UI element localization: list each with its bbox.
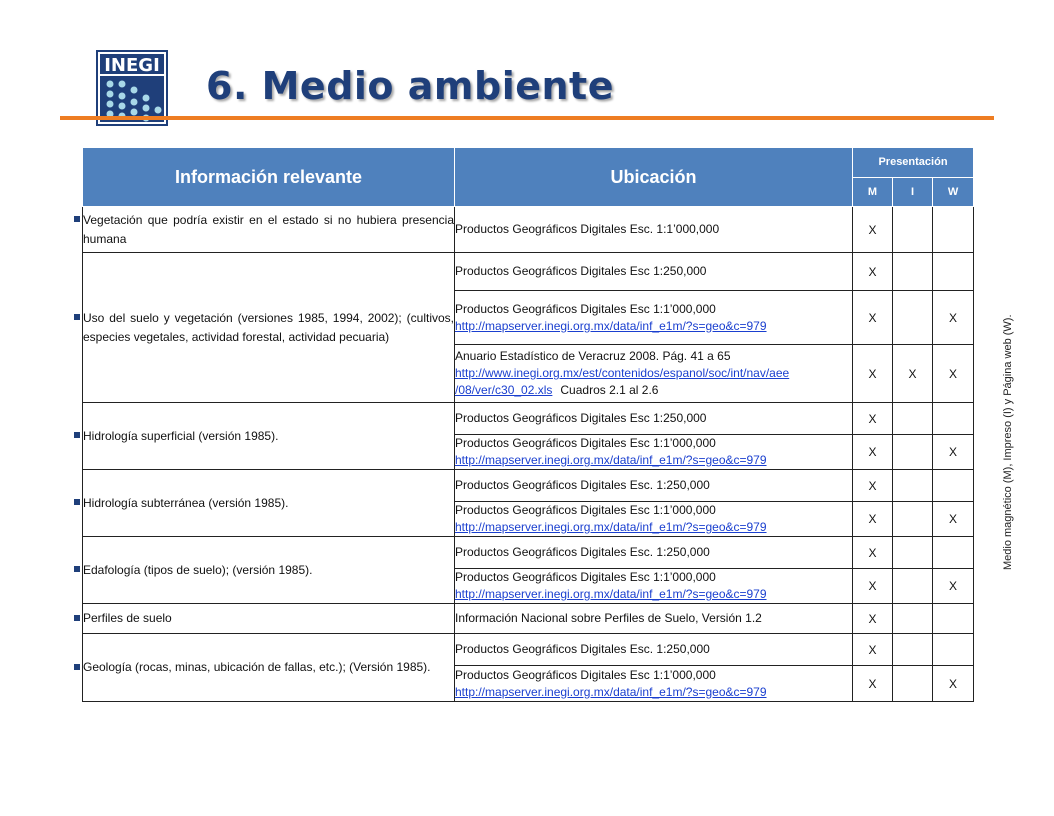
topic-cell: [83, 253, 455, 403]
location-cell: [455, 345, 853, 403]
mark-m: X: [853, 604, 893, 634]
location-text: Productos Geográficos Digitales Esc 1:1’000,000: [455, 503, 716, 517]
mark-w: [933, 537, 974, 569]
location-text: Productos Geográficos Digitales Esc 1:250,000: [455, 411, 707, 425]
location-cell: [455, 666, 853, 702]
location-cell: [455, 502, 853, 537]
location-text: Anuario Estadístico de Veracruz 2008. Pág. 41 a 65: [455, 349, 731, 363]
location-link-line: [455, 382, 852, 399]
header-presentacion: Presentación: [853, 148, 974, 178]
mark-m: X: [853, 537, 893, 569]
location-text: Información Nacional sobre Perfiles de Suelo, Versión 1.2: [455, 611, 762, 625]
location-link[interactable]: http://mapserver.inegi.org.mx/data/inf_e1m/?s=geo&c=979: [455, 587, 767, 601]
location-link[interactable]: http://mapserver.inegi.org.mx/data/inf_e1m/?s=geo&c=979: [455, 684, 767, 699]
mark-m: X: [853, 666, 893, 702]
topic-cell: [83, 634, 455, 702]
bullet-icon: [74, 566, 80, 572]
table-row: [83, 604, 974, 634]
location-cell: [455, 537, 853, 569]
topic-text: Uso del suelo y vegetación (versiones 1985, 1994, 2002); (cultivos, especies vegetales, actividad forestal, actividad pecuaria): [83, 310, 454, 344]
mark-m: X: [853, 470, 893, 502]
location-text: Productos Geográficos Digitales Esc 1:250,000: [455, 264, 707, 278]
mark-m: X: [853, 569, 893, 604]
location-text: Productos Geográficos Digitales Esc 1:1’000,000: [455, 436, 716, 450]
location-cell: [455, 634, 853, 666]
location-cell: [455, 291, 853, 345]
bullet-icon: [74, 499, 80, 505]
mark-i: [893, 634, 933, 666]
mark-w: [933, 634, 974, 666]
mark-i: [893, 666, 933, 702]
topic-cell: [83, 537, 455, 604]
table-row: [83, 537, 974, 569]
header-ubicacion: Ubicación: [455, 148, 853, 207]
mark-i: [893, 604, 933, 634]
mark-w: [933, 253, 974, 291]
mark-w: [933, 604, 974, 634]
side-note: Medio magnético (M), Impreso (I) y Página web (W).: [1002, 314, 1014, 570]
mark-m: X: [853, 634, 893, 666]
mark-m: X: [853, 502, 893, 537]
topic-text: Hidrología subterránea (versión 1985).: [83, 495, 289, 510]
location-cell: [455, 253, 853, 291]
mark-m: X: [853, 435, 893, 470]
table-row: [83, 403, 974, 435]
topic-text: Vegetación que podría existir en el estado si no hubiera presencia humana: [83, 212, 454, 246]
location-text: Productos Geográficos Digitales Esc 1:1’000,000: [455, 301, 716, 316]
header-i: I: [893, 177, 933, 207]
mark-i: [893, 435, 933, 470]
location-cell: [455, 207, 853, 253]
mark-i: X: [893, 345, 933, 403]
location-text: Productos Geográficos Digitales Esc. 1:250,000: [455, 545, 710, 559]
mark-w: [933, 207, 974, 253]
location-cell: [455, 403, 853, 435]
location-text: Productos Geográficos Digitales Esc. 1:1’000,000: [455, 222, 720, 236]
location-cell: [455, 470, 853, 502]
location-link[interactable]: http://mapserver.inegi.org.mx/data/inf_e1m/?s=geo&c=979: [455, 453, 767, 467]
mark-m: X: [853, 253, 893, 291]
topic-text: Geología (rocas, minas, ubicación de fallas, etc.); (Versión 1985).: [83, 660, 431, 674]
bullet-icon: [74, 216, 80, 222]
location-suffix: Cuadros 2.1 al 2.6: [560, 383, 659, 397]
location-link[interactable]: http://www.inegi.org.mx/est/contenidos/espanol/soc/int/nav/aee: [455, 366, 790, 380]
mark-w: X: [933, 569, 974, 604]
page-title: 6. Medio ambiente: [206, 64, 614, 108]
mark-i: [893, 207, 933, 253]
location-link[interactable]: http://mapserver.inegi.org.mx/data/inf_e1m/?s=geo&c=979: [455, 520, 767, 534]
mark-m: X: [853, 207, 893, 253]
topic-cell: [83, 207, 455, 253]
bullet-icon: [74, 615, 80, 621]
location-text: Productos Geográficos Digitales Esc. 1:250,000: [455, 478, 710, 492]
mark-i: [893, 403, 933, 435]
location-text: Productos Geográficos Digitales Esc 1:1’000,000: [455, 667, 716, 682]
topic-cell: [83, 403, 455, 470]
mark-m: X: [853, 403, 893, 435]
mark-i: [893, 537, 933, 569]
mark-m: X: [853, 345, 893, 403]
location-link[interactable]: http://mapserver.inegi.org.mx/data/inf_e1m/?s=geo&c=979: [455, 318, 767, 333]
mark-w: [933, 403, 974, 435]
mark-i: [893, 291, 933, 345]
header-w: W: [933, 177, 974, 207]
logo-text: INEGI: [104, 55, 160, 76]
bullet-icon: [74, 314, 80, 320]
mark-w: X: [933, 435, 974, 470]
mark-i: [893, 502, 933, 537]
mark-m: X: [853, 291, 893, 345]
topic-text: Perfiles de suelo: [83, 611, 172, 625]
header-m: M: [853, 177, 893, 207]
mark-w: [933, 470, 974, 502]
title-divider: [60, 116, 994, 120]
location-cell: [455, 435, 853, 470]
info-table: [82, 147, 974, 702]
location-text: Productos Geográficos Digitales Esc 1:1’000,000: [455, 570, 716, 584]
location-text: Productos Geográficos Digitales Esc. 1:250,000: [455, 642, 710, 656]
mark-w: X: [933, 502, 974, 537]
mark-w: X: [933, 345, 974, 403]
topic-text: Hidrología superficial (versión 1985).: [83, 428, 279, 443]
table-row: [83, 207, 974, 253]
topic-cell: [83, 604, 455, 634]
table-row: [83, 253, 974, 291]
mark-w: X: [933, 666, 974, 702]
inegi-logo: [96, 50, 168, 126]
table-row: [83, 634, 974, 666]
mark-w: X: [933, 291, 974, 345]
topic-text: Edafología (tipos de suelo); (versión 1985).: [83, 562, 313, 577]
location-cell: [455, 604, 853, 634]
mark-i: [893, 253, 933, 291]
topic-cell: [83, 470, 455, 537]
mark-i: [893, 470, 933, 502]
location-link-cont[interactable]: /08/ver/c30_02.xls: [455, 383, 553, 397]
mark-i: [893, 569, 933, 604]
bullet-icon: [74, 664, 80, 670]
location-cell: [455, 569, 853, 604]
header-info: Información relevante: [83, 148, 455, 207]
table-row: [83, 470, 974, 502]
bullet-icon: [74, 432, 80, 438]
